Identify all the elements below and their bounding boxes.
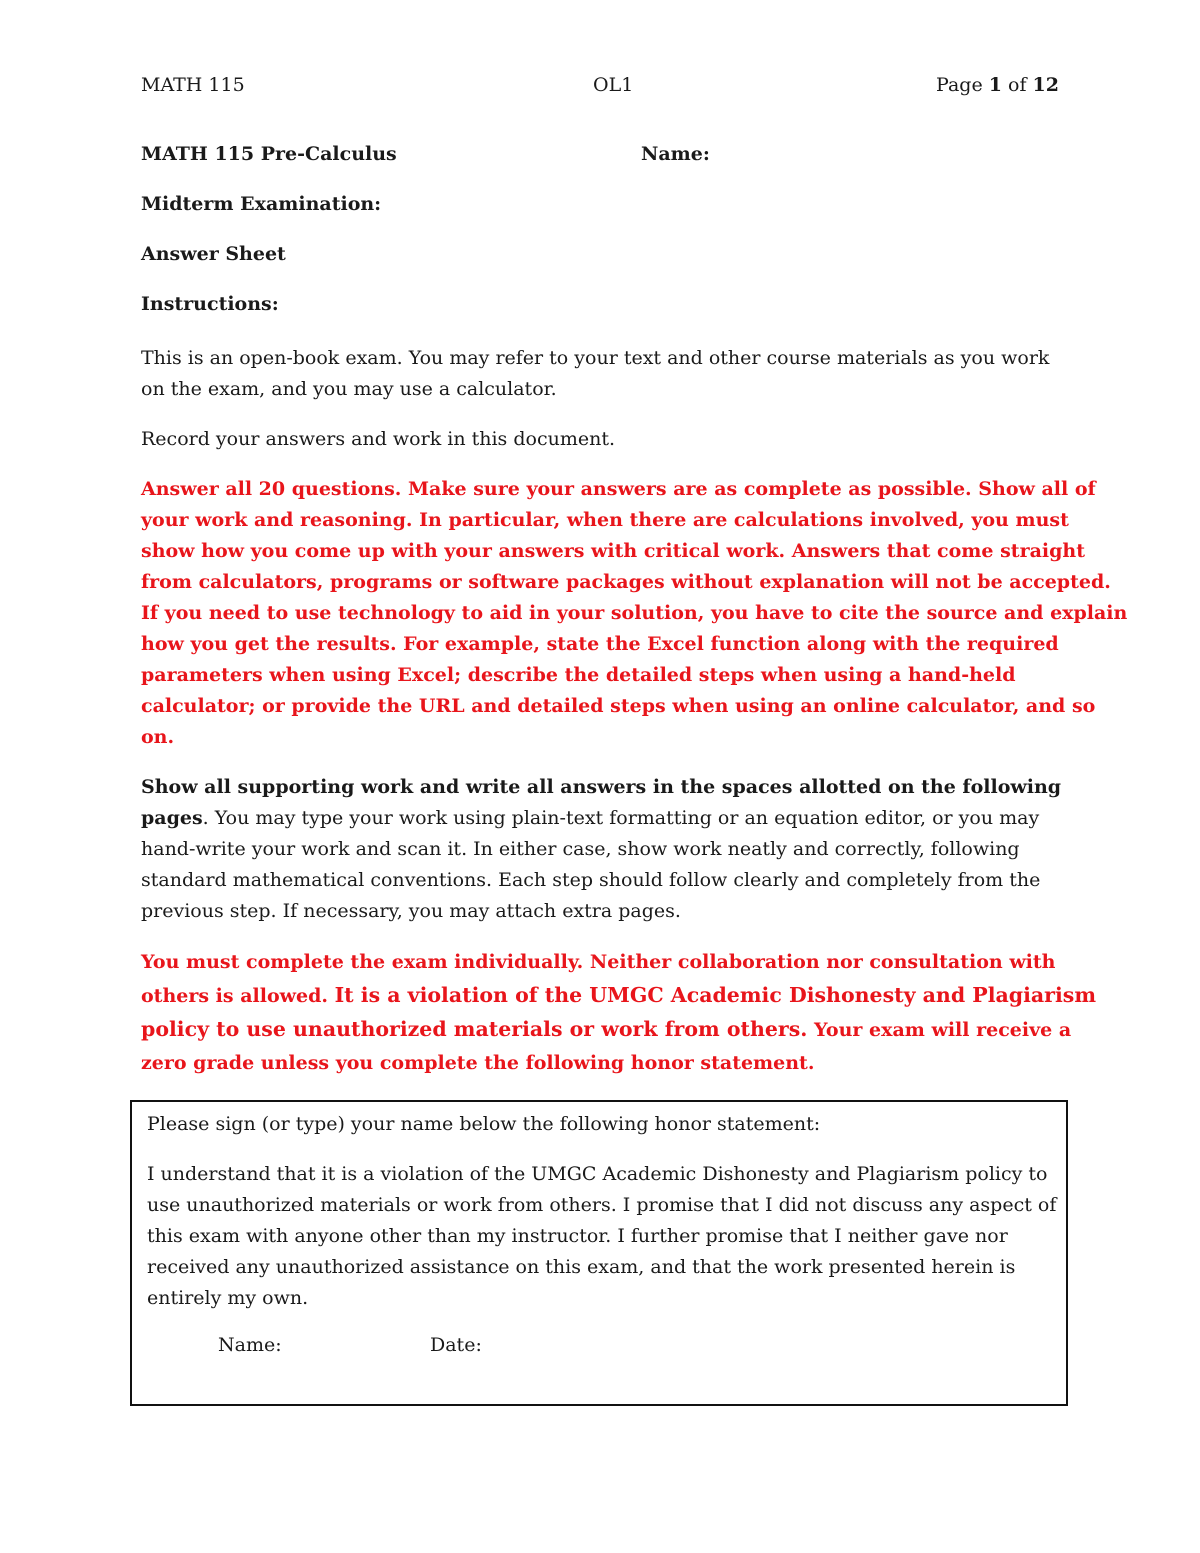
exam-title: Midterm Examination: bbox=[141, 193, 382, 215]
header-page-number bbox=[936, 74, 1059, 96]
record-paragraph bbox=[141, 424, 1063, 455]
honor-line: received any unauthorized assistance on this exam, and that the work presented herein is bbox=[147, 1256, 1016, 1278]
page-of: of bbox=[1001, 74, 1033, 96]
honor-line: use unauthorized materials or work from others. I promise that I did not discuss any aspect of bbox=[147, 1194, 1057, 1216]
honor-statement-content bbox=[147, 1109, 1057, 1364]
page-current: 1 bbox=[988, 74, 1002, 96]
show-work-line: standard mathematical conventions. Each step should follow clearly and completely from the bbox=[141, 869, 1041, 891]
show-work-rest: . You may type your work using plain-text formatting or an equation editor, or you may bbox=[202, 807, 1040, 829]
answer-all-line: your work and reasoning. In particular, when there are calculations involved, you must bbox=[141, 509, 1069, 531]
answer-all-line: Answer all 20 questions. Make sure your answers are as complete as possible. Show all of bbox=[141, 478, 1096, 500]
answer-all-line: from calculators, programs or software packages without explanation will not be accepted. bbox=[141, 571, 1111, 593]
individual-text: others is allowed. bbox=[141, 985, 335, 1007]
document-body bbox=[141, 143, 1128, 1099]
show-work-line bbox=[141, 803, 1063, 834]
open-book-paragraph bbox=[141, 343, 1063, 405]
individual-paragraph bbox=[141, 946, 1097, 1080]
page-prefix: Page bbox=[936, 74, 989, 96]
open-book-line: This is an open-book exam. You may refer to your text and other course materials as you work bbox=[141, 347, 1050, 369]
honor-line: I understand that it is a violation of the UMGC Academic Dishonesty and Plagiarism policy to bbox=[147, 1163, 1048, 1185]
individual-line: You must complete the exam individually. Neither collaboration nor consultation with bbox=[141, 951, 1056, 973]
answer-all-line: parameters when using Excel; describe the detailed steps when using a hand-held bbox=[141, 664, 1016, 686]
show-work-line: Show all supporting work and write all answers in the spaces allotted on the following bbox=[141, 776, 1062, 798]
honor-line: this exam with anyone other than my instructor. I further promise that I neither gave nor bbox=[147, 1225, 1008, 1247]
violation-emphasis: It is a violation of the UMGC Academic Dishonesty and Plagiarism bbox=[334, 983, 1097, 1007]
honor-line: entirely my own. bbox=[147, 1287, 309, 1309]
signature-row bbox=[147, 1334, 1057, 1364]
honor-statement-box bbox=[130, 1100, 1068, 1406]
page-header bbox=[141, 74, 1059, 102]
course-title: MATH 115 Pre-Calculus bbox=[141, 143, 397, 165]
show-work-paragraph bbox=[141, 772, 1063, 927]
signature-name-label: Name: bbox=[218, 1334, 282, 1356]
record-line: Record your answers and work in this document. bbox=[141, 428, 615, 450]
answer-all-line: show how you come up with your answers with critical work. Answers that come straight bbox=[141, 540, 1085, 562]
title-row bbox=[141, 143, 1063, 169]
individual-line bbox=[141, 1013, 1072, 1047]
header-course-code: MATH 115 bbox=[141, 74, 245, 96]
header-section: OL1 bbox=[593, 74, 634, 96]
answer-all-line: on. bbox=[141, 726, 175, 748]
instructions-heading: Instructions: bbox=[141, 293, 279, 315]
pages-word: pages bbox=[141, 807, 203, 829]
open-book-line: on the exam, and you may use a calculator. bbox=[141, 378, 557, 400]
signature-date-label: Date: bbox=[430, 1334, 482, 1356]
answer-all-line: If you need to use technology to aid in your solution, you have to cite the source and explain bbox=[141, 602, 1128, 624]
show-work-line: previous step. If necessary, you may attach extra pages. bbox=[141, 900, 681, 922]
show-work-line: hand-write your work and scan it. In either case, show work neatly and correctly, following bbox=[141, 838, 1020, 860]
page-total: 12 bbox=[1032, 74, 1059, 96]
answer-all-line: calculator; or provide the URL and detailed steps when using an online calculator, and so bbox=[141, 695, 1096, 717]
individual-text: Your exam will receive a bbox=[807, 1019, 1072, 1041]
answer-all-line: how you get the results. For example, state the Excel function along with the required bbox=[141, 633, 1059, 655]
violation-emphasis: policy to use unauthorized materials or work from others. bbox=[141, 1017, 808, 1041]
honor-prompt: Please sign (or type) your name below the following honor statement: bbox=[147, 1113, 821, 1135]
individual-line bbox=[141, 979, 1097, 1013]
answer-all-paragraph bbox=[141, 474, 1128, 753]
individual-line: zero grade unless you complete the following honor statement. bbox=[141, 1052, 815, 1074]
answer-sheet-title: Answer Sheet bbox=[141, 243, 286, 265]
name-label: Name: bbox=[641, 143, 710, 165]
